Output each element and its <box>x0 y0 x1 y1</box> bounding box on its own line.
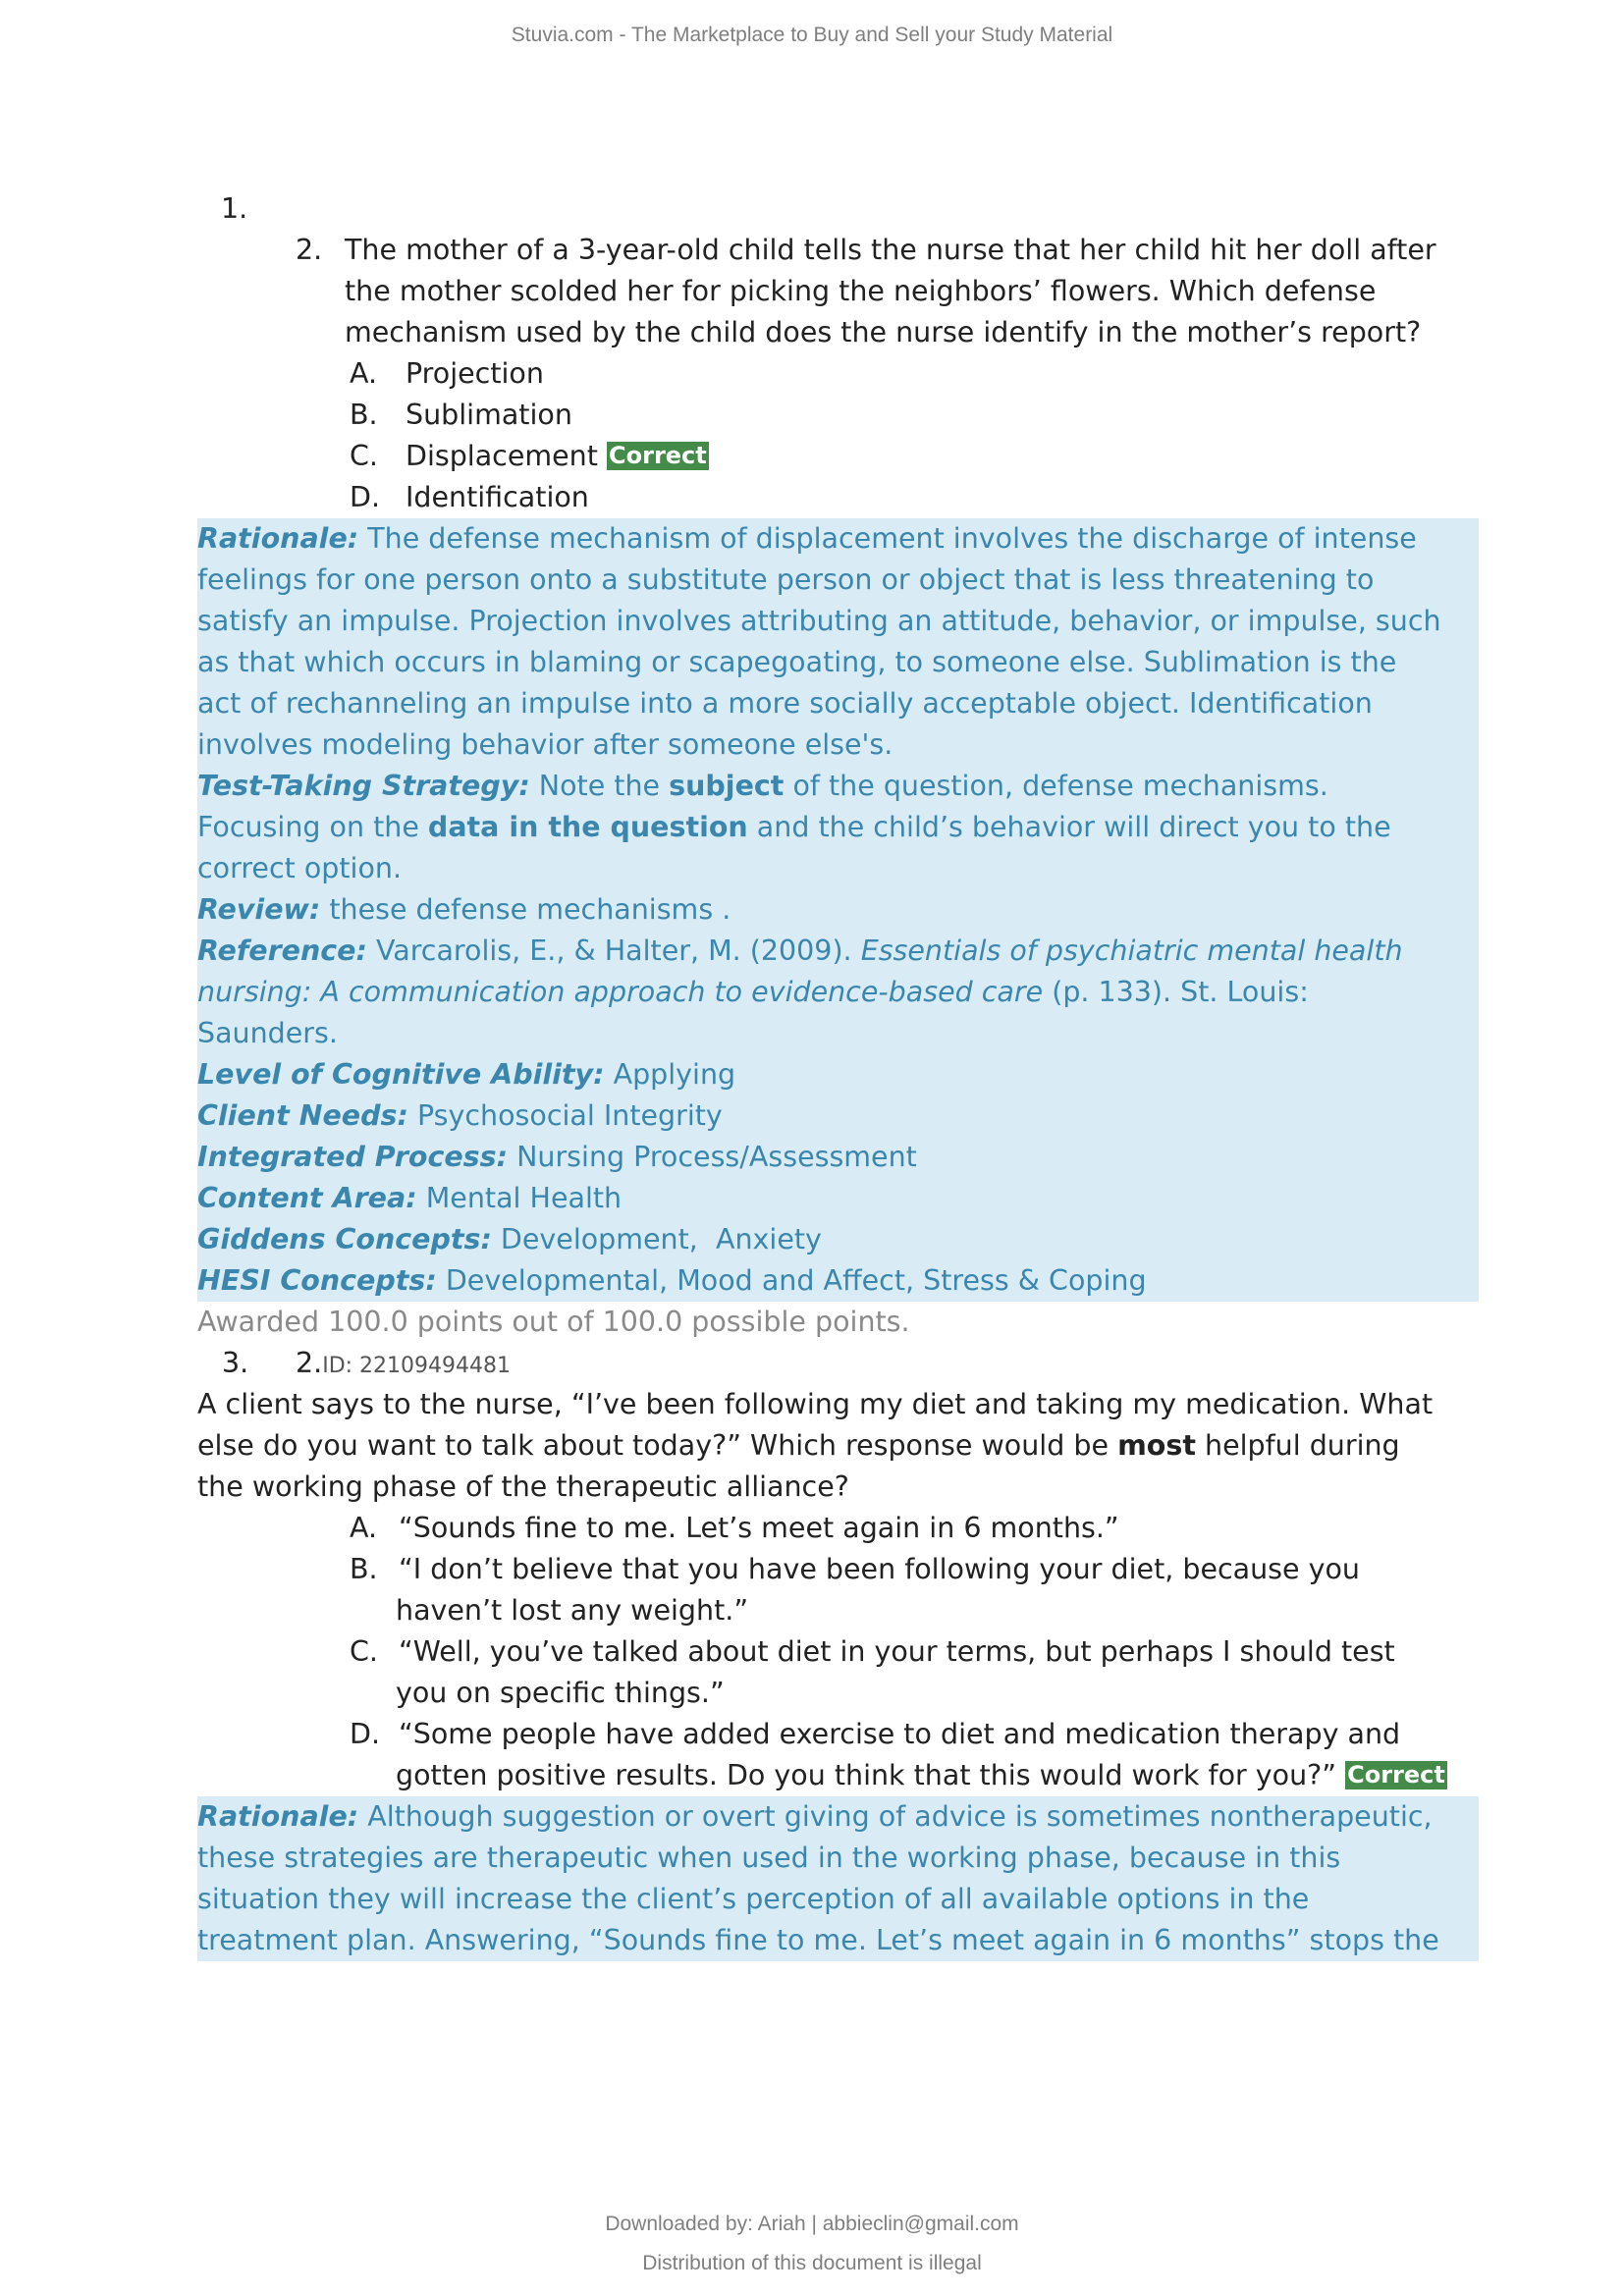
reference-label: Reference: <box>197 934 367 967</box>
question-text-line: helpful during <box>1195 1429 1400 1462</box>
option-c <box>197 436 1479 477</box>
option-d <box>197 1714 1479 1755</box>
option-text: “I don’t believe that you have been following your diet, because you <box>399 1553 1360 1585</box>
test-taking-strategy <box>197 766 1479 807</box>
meta-cognitive-level <box>197 1054 1479 1095</box>
review-text: these defense mechanisms . <box>320 893 731 926</box>
option-text: “Some people have added exercise to diet and medication therapy and <box>399 1718 1401 1750</box>
strategy-text: Focusing on the <box>197 811 428 843</box>
meta-label: Giddens Concepts: <box>197 1223 492 1255</box>
question-emphasis: most <box>1117 1429 1196 1462</box>
rationale-text: act of rechanneling an impulse into a more socially acceptable object. Identification <box>197 687 1373 720</box>
review <box>197 889 1479 931</box>
rationale-text: situation they will increase the client’s perception of all available options in the <box>197 1883 1310 1915</box>
document-body <box>197 192 1479 1961</box>
option-text: Displacement <box>406 440 598 472</box>
list-number: 3. <box>222 1347 249 1379</box>
correct-badge: Correct <box>1347 1761 1445 1789</box>
option-a <box>197 353 1479 395</box>
strategy-text: correct option. <box>197 852 403 884</box>
meta-value: Development, Anxiety <box>491 1223 822 1255</box>
question-2-header <box>197 1343 1479 1384</box>
reference-text: Saunders. <box>197 1017 338 1049</box>
option-b <box>197 1549 1479 1590</box>
option-text: “Sounds fine to me. Let’s meet again in 6 months.” <box>399 1512 1119 1544</box>
question-text-line: the mother scolded her for picking the neighbors’ flowers. Which defense <box>345 275 1377 307</box>
question-1 <box>197 230 1479 518</box>
option-a <box>197 1508 1479 1549</box>
strategy-emphasis: data in the question <box>427 811 748 843</box>
rationale-text: The defense mechanism of displacement involves the discharge of intense <box>358 522 1417 555</box>
meta-giddens-concepts <box>197 1219 1479 1260</box>
footer-distribution-notice: Distribution of this document is illegal <box>642 2252 982 2274</box>
awarded-points: Awarded 100.0 points out of 100.0 possible points. <box>197 1306 910 1338</box>
meta-label: Content Area: <box>197 1182 417 1214</box>
meta-value: Applying <box>604 1058 736 1091</box>
rationale-block-1 <box>197 518 1479 1302</box>
rationale-text: as that which occurs in blaming or scapegoating, to someone else. Sublimation is the <box>197 646 1397 678</box>
strategy-label: Test-Taking Strategy: <box>197 770 530 802</box>
footer-downloaded-by: Downloaded by: Ariah | abbieclin@gmail.com <box>605 2213 1019 2235</box>
rationale-text: involves modeling behavior after someone else's. <box>197 728 893 761</box>
meta-content-area <box>197 1178 1479 1219</box>
question-number: 2.ID: 22109494481 <box>296 1347 512 1379</box>
question-2 <box>197 1384 1479 1796</box>
rationale-text: these strategies are therapeutic when used in the working phase, because in this <box>197 1842 1341 1874</box>
option-letter: B. <box>350 399 378 431</box>
question-text-line: The mother of a 3-year-old child tells the nurse that her child hit her doll after <box>345 234 1436 266</box>
option-text: haven’t lost any weight.” <box>396 1594 749 1627</box>
meta-value: Psychosocial Integrity <box>407 1099 723 1132</box>
strategy-text: of the question, defense mechanisms. <box>784 770 1328 802</box>
rationale-text: treatment plan. Answering, “Sounds fine to me. Let’s meet again in 6 months” stops the <box>197 1924 1439 1956</box>
question-text-line: the working phase of the therapeutic alliance? <box>197 1470 849 1503</box>
meta-integrated-process <box>197 1137 1479 1178</box>
reference <box>197 931 1479 972</box>
option-c <box>197 1631 1479 1673</box>
reference-text: Varcarolis, E., & Halter, M. (2009). <box>366 934 861 967</box>
strategy-emphasis: subject <box>669 770 785 802</box>
meta-label: Level of Cognitive Ability: <box>197 1058 605 1091</box>
option-letter: A. <box>350 357 378 390</box>
meta-value: Nursing Process/Assessment <box>508 1141 917 1173</box>
question-number: 2. <box>296 234 323 266</box>
meta-hesi-concepts <box>197 1260 1479 1302</box>
option-b <box>197 395 1479 436</box>
option-text: you on specific things.” <box>396 1677 725 1709</box>
meta-label: HESI Concepts: <box>197 1264 437 1297</box>
rationale-label: Rationale: <box>197 522 359 555</box>
reference-title: Essentials of psychiatric mental health <box>860 934 1403 967</box>
option-text: gotten positive results. Do you think that this would work for you?” <box>396 1759 1337 1791</box>
question-text-line: else do you want to talk about today?” Which response would be <box>197 1429 1118 1462</box>
option-d <box>197 477 1479 518</box>
rationale-block-2 <box>197 1796 1479 1961</box>
option-letter: B. <box>350 1553 378 1585</box>
meta-label: Client Needs: <box>197 1099 408 1132</box>
outer-list-number <box>197 192 1479 230</box>
question-text-line: A client says to the nurse, “I’ve been following my diet and taking my medication. What <box>197 1388 1434 1420</box>
strategy-text: Note the <box>529 770 670 802</box>
review-label: Review: <box>197 893 321 926</box>
meta-value: Developmental, Mood and Affect, Stress & Coping <box>436 1264 1147 1297</box>
meta-client-needs <box>197 1095 1479 1137</box>
option-letter: C. <box>350 440 378 472</box>
strategy-text: and the child’s behavior will direct you to the <box>747 811 1391 843</box>
list-number: 1. <box>221 192 248 225</box>
reference-title: nursing: A communication approach to evidence-based care <box>197 976 1044 1008</box>
rationale-text: feelings for one person onto a substitute person or object that is less threatening to <box>197 563 1375 596</box>
option-letter: C. <box>350 1635 378 1668</box>
option-text: Projection <box>406 357 544 390</box>
meta-value: Mental Health <box>416 1182 623 1214</box>
rationale-label: Rationale: <box>197 1800 359 1833</box>
correct-badge: Correct <box>609 442 707 469</box>
rationale-text: satisfy an impulse. Projection involves attributing an attitude, behavior, or impulse, such <box>197 605 1441 637</box>
page-header: Stuvia.com - The Marketplace to Buy and Sell your Study Material <box>511 24 1113 46</box>
reference-text: (p. 133). St. Louis: <box>1043 976 1309 1008</box>
question-text-line: mechanism used by the child does the nurse identify in the mother’s report? <box>345 316 1422 348</box>
option-letter: D. <box>350 1718 381 1750</box>
rationale-text: Although suggestion or overt giving of advice is sometimes nontherapeutic, <box>358 1800 1433 1833</box>
meta-label: Integrated Process: <box>197 1141 509 1173</box>
option-letter: D. <box>350 481 381 513</box>
option-text: “Well, you’ve talked about diet in your terms, but perhaps I should test <box>399 1635 1395 1668</box>
question-id: ID: 22109494481 <box>322 1354 512 1378</box>
option-text: Sublimation <box>406 399 572 431</box>
option-letter: A. <box>350 1512 378 1544</box>
option-text: Identification <box>406 481 589 513</box>
